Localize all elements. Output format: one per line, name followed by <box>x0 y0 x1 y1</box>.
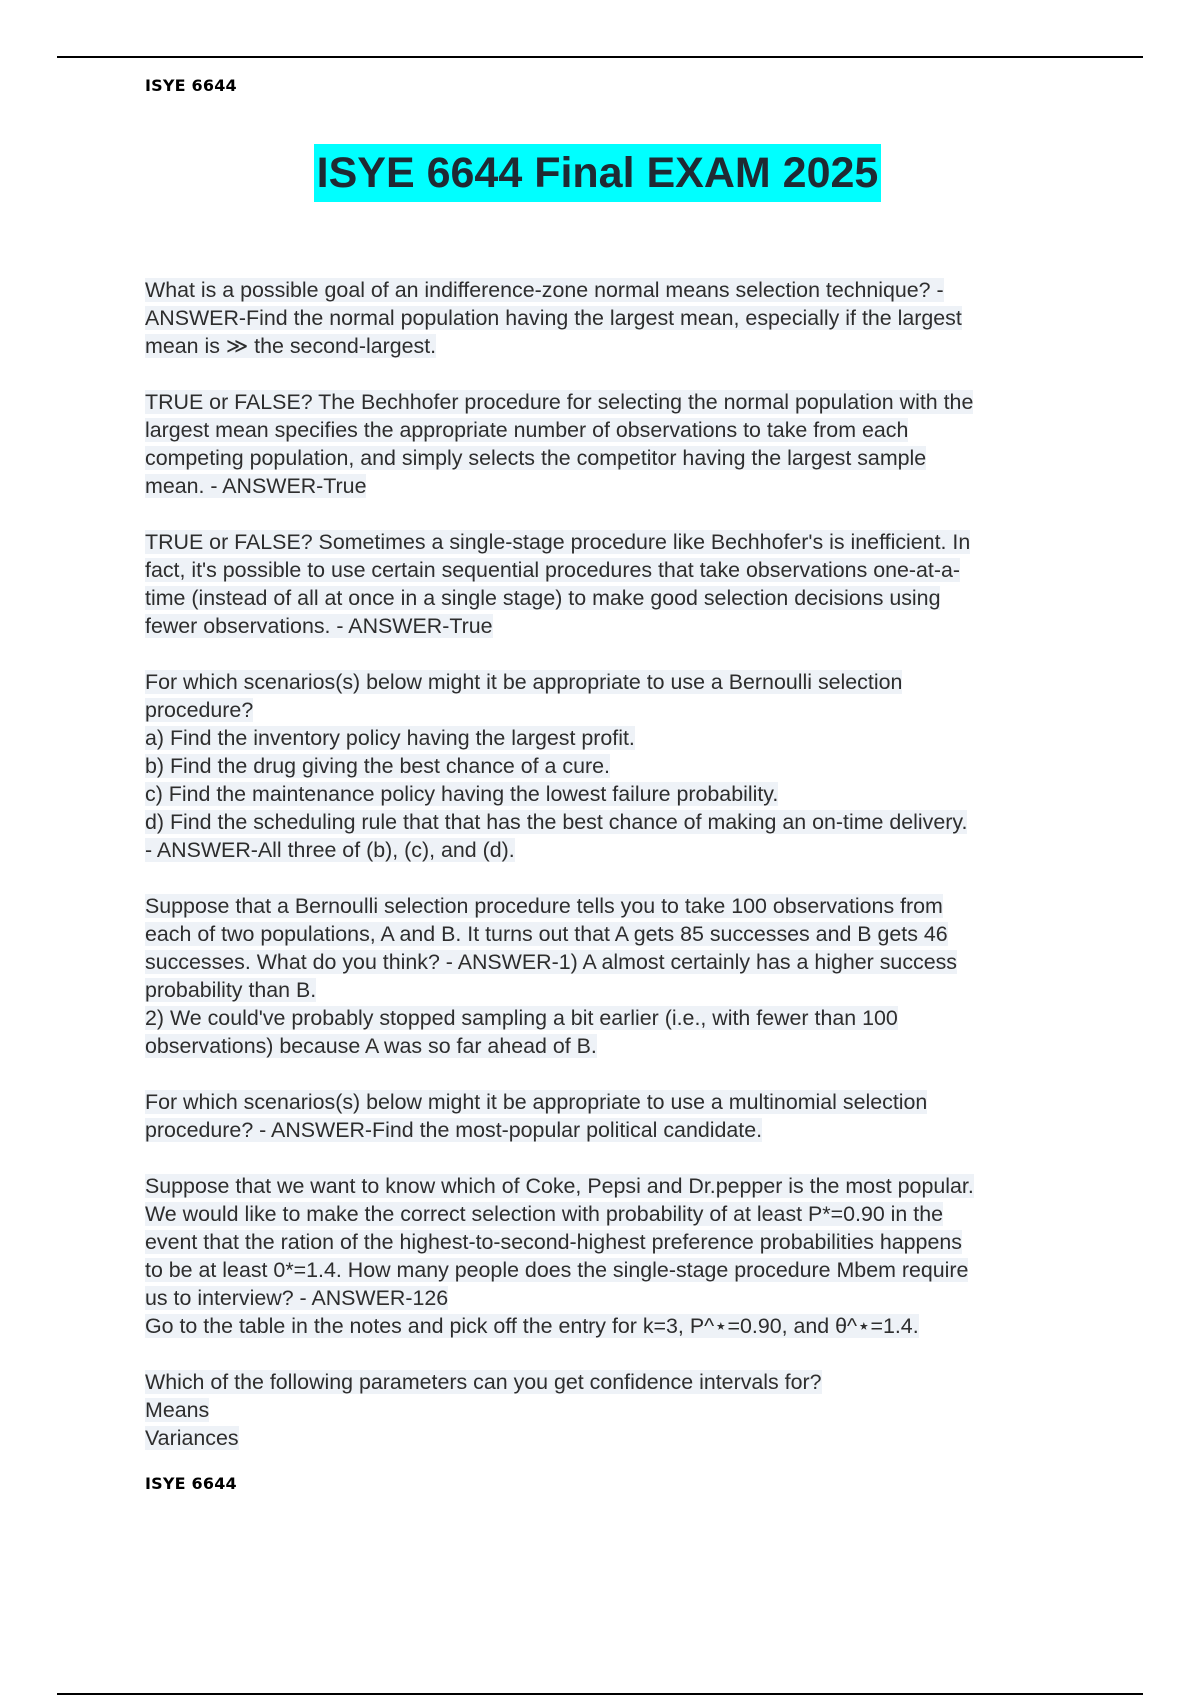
qa-item-7 <box>145 1172 1095 1340</box>
qa-line: fewer observations. - ANSWER-True <box>145 614 493 638</box>
qa-line: mean is ≫ the second-largest. <box>145 334 437 358</box>
qa-content <box>145 276 1095 1480</box>
qa-line: For which scenarios(s) below might it be appropriate to use a Bernoulli selection <box>145 670 903 694</box>
qa-item-5 <box>145 892 1095 1060</box>
qa-line: to be at least 0*=1.4. How many people does the single-stage procedure Mbem require <box>145 1258 969 1282</box>
qa-line: procedure? <box>145 698 254 722</box>
qa-item-1 <box>145 276 1095 360</box>
qa-line: mean. - ANSWER-True <box>145 474 367 498</box>
qa-line: fact, it's possible to use certain sequential procedures that take observations one-at-a- <box>145 558 961 582</box>
title-container <box>0 144 1200 202</box>
qa-item-4 <box>145 668 1095 864</box>
qa-line: probability than B. <box>145 978 317 1002</box>
running-header: ISYE 6644 <box>145 76 237 95</box>
qa-line: competing population, and simply selects the competitor having the largest sample <box>145 446 927 470</box>
qa-line: ANSWER-Find the normal population having the largest mean, especially if the largest <box>145 306 962 330</box>
qa-line: c) Find the maintenance policy having the lowest failure probability. <box>145 782 779 806</box>
qa-line: d) Find the scheduling rule that that has the best chance of making an on-time delivery. <box>145 810 968 834</box>
qa-line: Variances <box>145 1426 239 1450</box>
qa-line: TRUE or FALSE? Sometimes a single-stage procedure like Bechhofer's is inefficient. In <box>145 530 971 554</box>
qa-line: event that the ration of the highest-to-second-highest preference probabilities happens <box>145 1230 962 1254</box>
qa-line: TRUE or FALSE? The Bechhofer procedure for selecting the normal population with the <box>145 390 974 414</box>
qa-line: What is a possible goal of an indifference-zone normal means selection technique? - <box>145 278 944 302</box>
qa-line: procedure? - ANSWER-Find the most-popular political candidate. <box>145 1118 763 1142</box>
qa-line: - ANSWER-All three of (b), (c), and (d). <box>145 838 515 862</box>
qa-line: largest mean specifies the appropriate number of observations to take from each <box>145 418 909 442</box>
qa-line: b) Find the drug giving the best chance of a cure. <box>145 754 610 778</box>
qa-line: Suppose that we want to know which of Coke, Pepsi and Dr.pepper is the most popular. <box>145 1174 974 1198</box>
qa-item-6 <box>145 1088 1095 1144</box>
qa-line: Go to the table in the notes and pick off the entry for k=3, P^⋆=0.90, and θ^⋆=1.4. <box>145 1314 919 1338</box>
qa-line: us to interview? - ANSWER-126 <box>145 1286 449 1310</box>
qa-line: each of two populations, A and B. It turns out that A gets 85 successes and B gets 46 <box>145 922 948 946</box>
qa-line: Which of the following parameters can you get confidence intervals for? <box>145 1370 822 1394</box>
qa-item-3 <box>145 528 1095 640</box>
qa-line: time (instead of all at once in a single stage) to make good selection decisions using <box>145 586 941 610</box>
qa-line: a) Find the inventory policy having the largest profit. <box>145 726 635 750</box>
qa-line: successes. What do you think? - ANSWER-1) A almost certainly has a higher success <box>145 950 957 974</box>
qa-line: We would like to make the correct selection with probability of at least P*=0.90 in the <box>145 1202 944 1226</box>
document-title: ISYE 6644 Final EXAM 2025 <box>314 144 882 202</box>
running-footer: ISYE 6644 <box>145 1474 237 1493</box>
qa-line: 2) We could've probably stopped sampling a bit earlier (i.e., with fewer than 100 <box>145 1006 898 1030</box>
qa-line: Suppose that a Bernoulli selection procedure tells you to take 100 observations from <box>145 894 943 918</box>
qa-line: Means <box>145 1398 210 1422</box>
bottom-rule <box>57 1693 1143 1695</box>
qa-line: observations) because A was so far ahead of B. <box>145 1034 597 1058</box>
qa-line: For which scenarios(s) below might it be appropriate to use a multinomial selection <box>145 1090 928 1114</box>
qa-item-2 <box>145 388 1095 500</box>
top-rule <box>57 56 1143 58</box>
qa-item-8 <box>145 1368 1095 1452</box>
